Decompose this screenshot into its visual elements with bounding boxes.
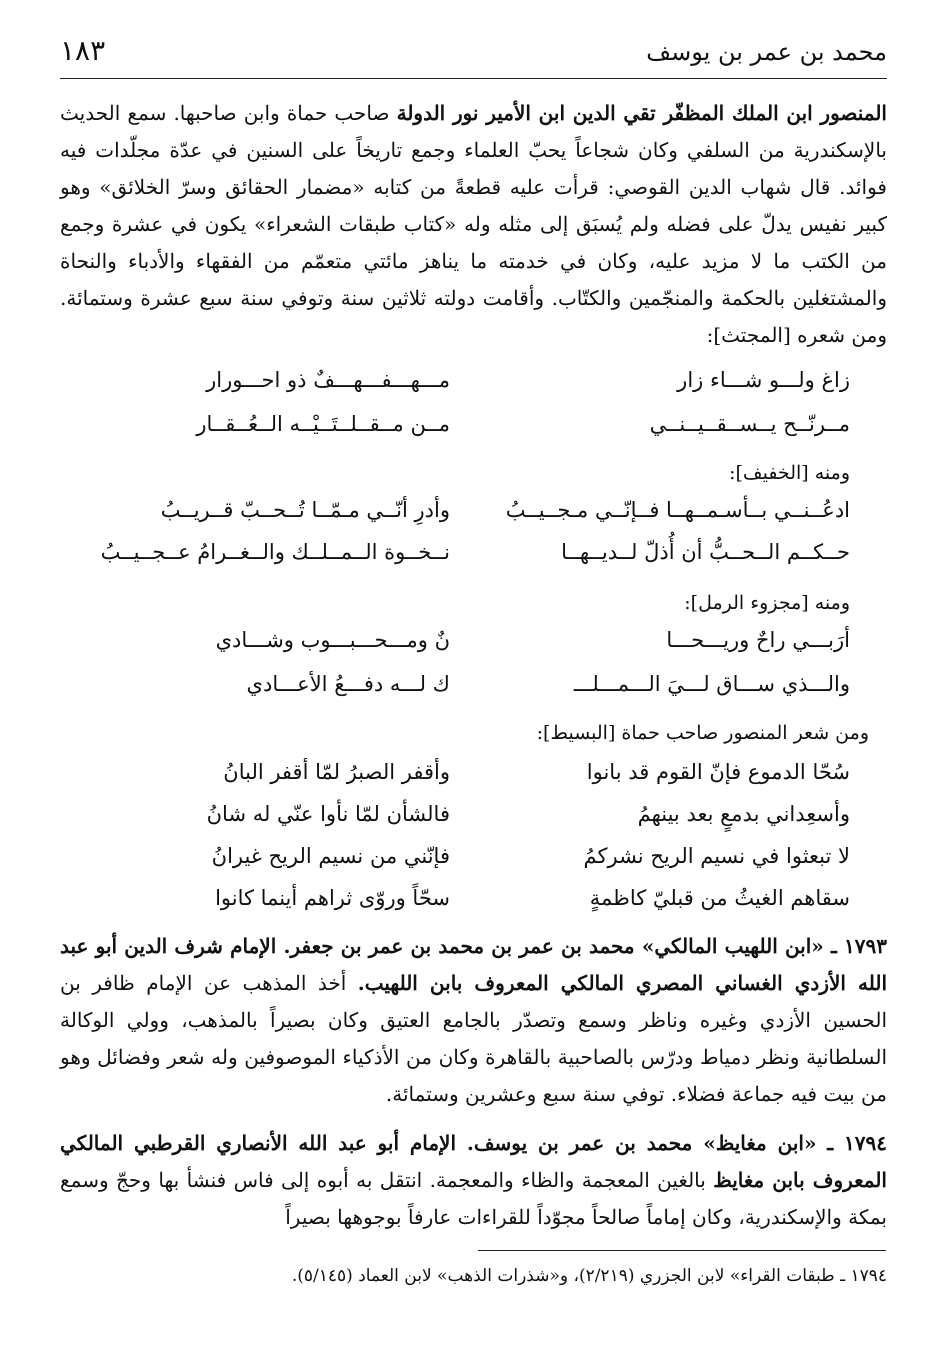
verse-first-hemistich: زاغ ولـــو شـــاء زار xyxy=(677,368,850,392)
poem-verse xyxy=(100,540,850,580)
verse-first-hemistich: والـــذي ســـاق لـــيَ الـــمـــلـــ xyxy=(573,672,850,696)
entry-text: أخذ المذهب عن الإمام ظافر بن الحسين الأزدي وغيره وناظر وسمع وتصدّر بالجامع العتيق وكان بصيراً بالمذهب، وولي الوكالة السلطانية ونظر دمياط ودرّس بالصاحبية بالقاهرة وكان من الأذكياء الموصوفين وله شعر وفضائل وهو من بيت فيه جماعة فضلاء. توفي سنة سبع وعشرين وستمائة. xyxy=(60,971,888,1106)
verse-first-hemistich: لا تبعثوا في نسيم الريح نشركمُ xyxy=(583,844,850,868)
poem-verse xyxy=(100,760,850,800)
verse-second-hemistich: نــخــوة الــمــلــك والــغــرامُ عــجــيــبُ xyxy=(100,540,450,564)
entry-heading: ١٧٩٤ ـ «ابن مغايظ» محمد بن عمر بن يوسف. الإمام أبو عبد الله الأنصاري القرطبي المالكي المعروف بابن مغايظ xyxy=(60,1131,887,1192)
poem-verse xyxy=(100,498,850,538)
footnote-divider xyxy=(478,1250,886,1251)
entry-text: بالغين المعجمة والظاء والمعجمة. انتقل به أبوه إلى فاس فنشأ بها وحجّ وسمع بمكة والإسكندرية، وكان إماماً صالحاً مجوّداً للقراءات عارفاً بوجوهها بصيراً xyxy=(60,1168,887,1229)
page-header xyxy=(60,30,887,79)
verse-first-hemistich: وأسعِداني بدمعٍ بعد بينهمُ xyxy=(637,802,850,826)
verse-second-hemistich: فالشأن لمّا نأوا عنّي له شانُ xyxy=(206,802,450,826)
entry-heading: ١٧٩٣ ـ «ابن اللهيب المالكي» محمد بن عمر بن محمد بن عمر بن جعفر. الإمام شرف الدين أبو عبد الله الأزدي الغساني المصري المالكي المعروف بابن اللهيب. xyxy=(60,934,887,995)
verse-first-hemistich: سُحّا الدموع فإنّ القوم قد بانوا xyxy=(586,760,850,784)
verse-second-hemistich: وأقفر الصبرُ لمّا أقفر البانُ xyxy=(223,760,450,784)
verse-first-hemistich: مــرنّــح يــســقــيــنــي xyxy=(649,412,850,436)
verse-second-hemistich: فإنّني من نسيم الريح غيرانُ xyxy=(211,844,450,868)
verse-first-hemistich: سقاهم الغيثُ من قبليّ كاظمةٍ xyxy=(589,886,850,910)
intro-text: صاحب حماة وابن صاحبها. سمع الحديث بالإسكندرية من السلفي وكان شجاعاً يحبّ العلماء وجمع تاريخاً على السنين في عدّة مجلّدات فيه فوائد. قال شهاب الدين القوصي: قرأت عليه قطعةً من كتابه «مضمار الحقائق وسرّ الخلائق» وهو كبير نفيس يدلّ على فضله ولم يُسبَق إلى مثله وله «كتاب طبقات الشعراء» يكون في عشرة وجمع من الكتب ما لا مزيد عليه، وكان في خدمته ما يناهز مائتي متعمّم من الفقهاء والأدباء والنحاة والمشتغلين بالحكمة والمنجّمين والكتّاب. وأقامت دولته ثلاثين سنة وتوفي سنة سبع عشرة وستمائة. ومن شعره [المجتث]: xyxy=(60,101,887,347)
verse-second-hemistich: مــن مــقــلــتَــيْــه الــعُــقــار xyxy=(196,412,450,436)
intro-name: المنصور ابن الملك المظفّر تقي الدين ابن الأمير نور الدولة xyxy=(396,101,887,125)
verse-second-hemistich: مـــهـــفـــهـــفٌ ذو احـــورار xyxy=(206,368,450,392)
verse-first-hemistich: أرَبـــي راحٌ وريـــحـــا xyxy=(666,628,850,652)
poem-verse xyxy=(100,802,850,842)
verse-second-hemistich: نٌ ومـــحـــبـــوب وشـــادي xyxy=(215,628,450,652)
meter-label: ومن شعر المنصور صاحب حماة [البسيط]: xyxy=(536,722,869,744)
poem-verse xyxy=(100,412,850,452)
poem-verse xyxy=(100,672,850,712)
verse-second-hemistich: سحّاً وروّى ثراهم أينما كانوا xyxy=(215,886,450,910)
page-number: ١٨٣ xyxy=(60,34,106,67)
poem-verse xyxy=(100,844,850,884)
running-title: محمد بن عمر بن يوسف xyxy=(646,38,887,66)
poem-verse xyxy=(100,368,850,408)
intro-paragraph xyxy=(60,95,887,354)
entry-1794 xyxy=(60,1125,887,1236)
verse-first-hemistich: ادعُــنــي بــأسـمــهــا فــإنّــي مـجــيــبُ xyxy=(505,498,850,522)
poem-verse xyxy=(100,628,850,668)
verse-second-hemistich: وأدرِ أنّــي مـمّــا تُــحــبّ قــريــبُ xyxy=(160,498,450,522)
verse-first-hemistich: حــكــم الــحــبُّ أن أُذلّ لــديــهــا xyxy=(561,540,850,564)
entry-1793 xyxy=(60,928,887,1113)
meter-label: ومنه [الخفيف]: xyxy=(729,462,850,484)
poem-verse xyxy=(100,886,850,926)
meter-label: ومنه [مجزوء الرمل]: xyxy=(684,592,850,614)
footnote: ١٧٩٤ ـ طبقات القراء» لابن الجزري (٢/٢١٩)، و«شذرات الذهب» لابن العماد (٥/١٤٥). xyxy=(291,1266,887,1286)
verse-second-hemistich: ك لـــه دفـــعُ الأعـــادي xyxy=(246,672,450,696)
